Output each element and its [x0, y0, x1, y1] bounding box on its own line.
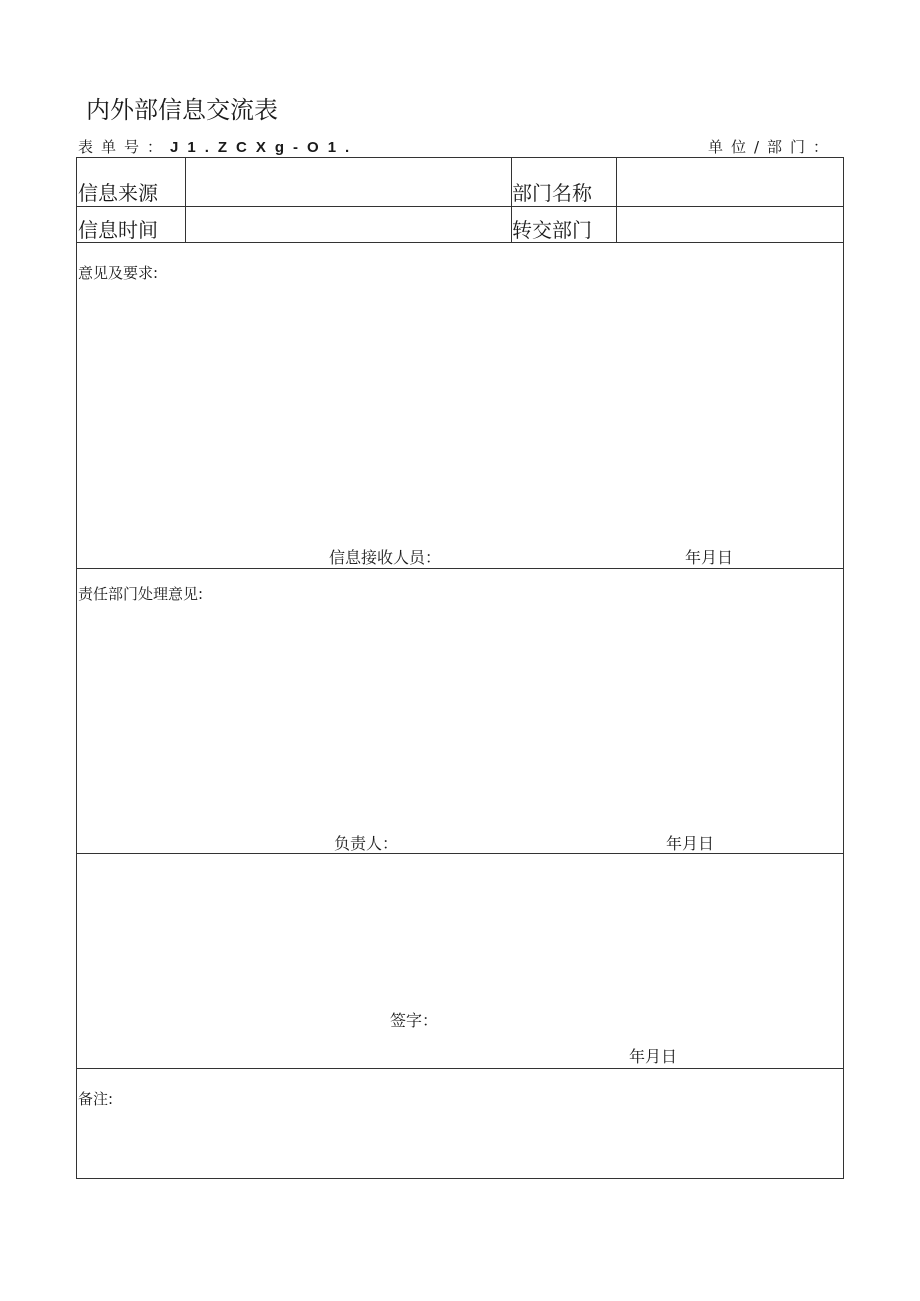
confirm-text-area[interactable] — [78, 855, 844, 995]
row-divider — [77, 242, 843, 243]
remarks-text-area[interactable] — [78, 1113, 844, 1177]
section-divider — [77, 1068, 843, 1069]
form-number — [78, 136, 358, 157]
opinion-section-label: 意见及要求: — [78, 264, 159, 282]
confirm-date-label: 年月日 — [629, 1047, 678, 1066]
dept-name-field[interactable] — [617, 159, 843, 205]
info-source-label: 信息来源 — [78, 181, 158, 205]
signature-label: 签字： — [390, 1011, 439, 1030]
handling-text-area[interactable] — [78, 606, 844, 826]
transfer-dept-field[interactable] — [617, 207, 843, 241]
handling-section-label: 责任部门处理意见: — [78, 585, 204, 603]
form-number-value: J1.ZCXg-O1. — [170, 139, 359, 156]
info-time-field[interactable] — [186, 207, 510, 241]
dept-name-label: 部门名称 — [512, 181, 592, 205]
section-divider — [77, 853, 843, 854]
remarks-label: 备注: — [78, 1090, 114, 1108]
info-source-field[interactable] — [186, 159, 510, 205]
opinion-text-area[interactable] — [78, 284, 844, 534]
opinion-date-label: 年月日 — [685, 548, 734, 567]
page-title: 内外部信息交流表 — [86, 96, 278, 124]
info-time-label: 信息时间 — [78, 218, 158, 242]
handling-date-label: 年月日 — [666, 834, 715, 853]
form-number-label: 表单号： — [78, 138, 171, 156]
responsible-person-label: 负责人： — [334, 834, 399, 853]
exchange-form-table — [76, 157, 844, 1179]
info-receiver-label: 信息接收人员： — [329, 548, 442, 567]
transfer-dept-label: 转交部门 — [512, 218, 592, 242]
unit-department-label: 单位/部门： — [707, 138, 836, 156]
section-divider — [77, 568, 843, 569]
